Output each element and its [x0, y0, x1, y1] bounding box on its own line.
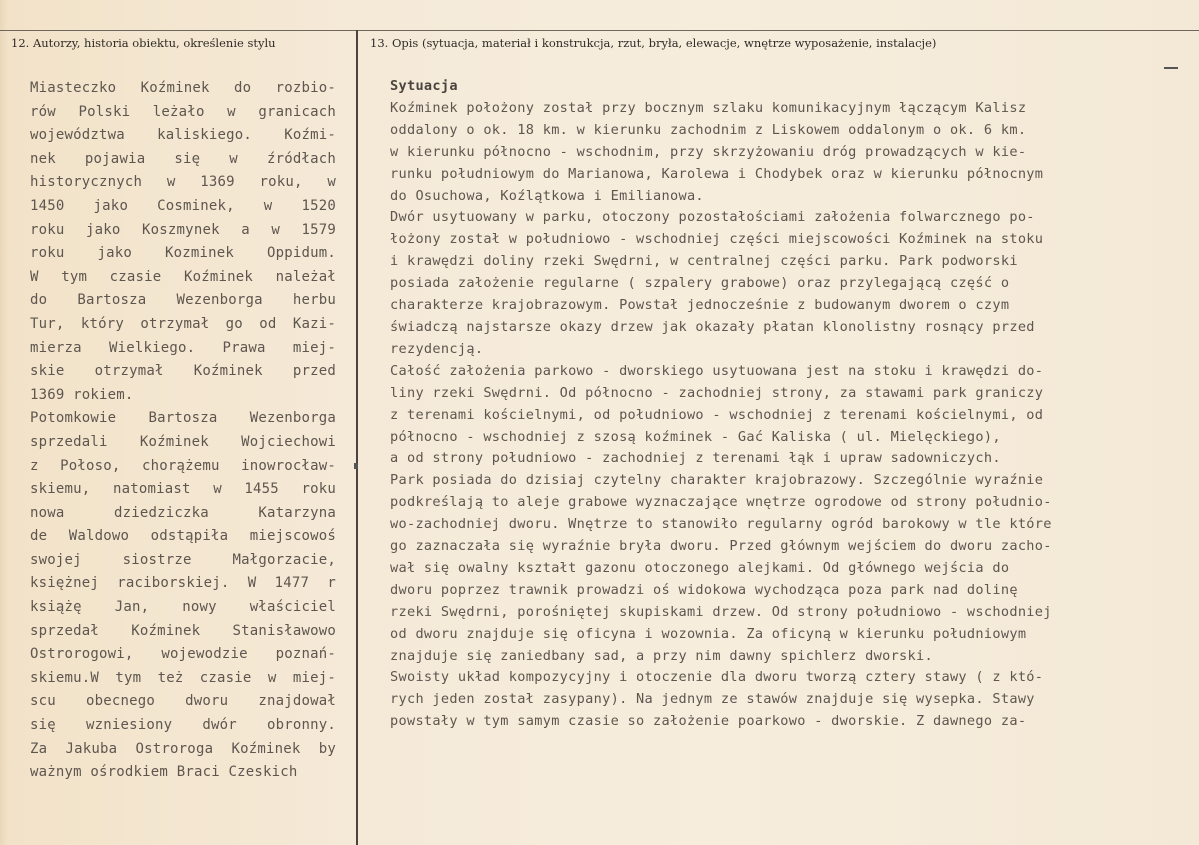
description-line: znajduje się zaniedbany sad, a przy nim dawny spichlerz dworski. [390, 647, 933, 664]
section-13-title: 13. Opis (sytuacja, materiał i konstrukcja, rzut, bryła, elewacje, wnętrze wyposażenie, instalacje) [370, 36, 937, 50]
history-line: nowa dziedziczka Katarzyna [30, 504, 336, 521]
description-line: runku południowym do Marianowa, Karolewa i Chodybek oraz w kierunku północnym [390, 165, 1044, 182]
description-line: a od strony południowo - zachodniej z terenami łąk i upraw sadowniczych. [390, 450, 1001, 467]
history-line: księżnej raciborskiej. W 1477 r [30, 575, 336, 592]
history-line: roku jako Koszmynek a w 1579 [30, 221, 336, 238]
section-12-title: 12. Autorzy, historia obiektu, określenie stylu [11, 36, 276, 50]
description-line: liny rzeki Swędrni. Od północno - zachodniej strony, za stawami park graniczy [390, 384, 1044, 401]
divider-mark [354, 463, 358, 469]
description-line: dworu poprzez trawnik prowadzi oś widokowa wychodząca poza park nad dolinę [390, 581, 1018, 598]
description-line: od dworu znajduje się oficyna i wozownia. Za oficyną w kierunku południowym [390, 625, 1027, 642]
history-line: skie otrzymał Koźminek przed [30, 363, 336, 380]
history-text-column [30, 77, 336, 785]
description-line: łożony został w południowo - wschodniej części miejscowości Koźminek na stoku [390, 231, 1044, 248]
margin-mark [1164, 67, 1178, 69]
description-line: i krawędzi doliny rzeki Swędrni, w centralnej części parku. Park podworski [390, 253, 1018, 270]
description-line: do Osuchowa, Koźlątkowa i Emilianowa. [390, 187, 704, 204]
history-line: skiemu.W tym też czasie w miej- [30, 669, 336, 686]
header-rule [0, 30, 1199, 31]
description-line: wał się owalny kształt gazonu otoczonego alejkami. Od głównego wejścia do [390, 559, 1010, 576]
description-line: rezydencją. [390, 340, 484, 357]
description-line: Całość założenia parkowo - dworskiego usytuowana jest na stoku i krawędzi do- [390, 362, 1044, 379]
history-line: Miasteczko Koźminek do rozbio- [30, 80, 336, 96]
description-line: powstały w tym samym czasie so założenie poarkowo - dworskie. Z dawnego za- [390, 713, 1027, 730]
history-line: skiemu, natomiast w 1455 roku [30, 481, 336, 498]
history-line: roku jako Kozminek Oppidum. [30, 245, 336, 262]
history-line: do Bartosza Wezenborga herbu [30, 292, 336, 309]
history-line: Za Jakuba Ostroroga Koźminek by [30, 740, 336, 757]
description-line: w kierunku północno - wschodnim, przy skrzyżowaniu dróg prowadzących w kie- [390, 143, 1027, 160]
description-line: charakterze krajobrazowym. Powstał jednocześnie z budowanym dworem o czym [390, 297, 1010, 314]
description-line: rych jeden został zasypany). Na jednym ze stawów znajduje się wysepka. Stawy [390, 691, 1035, 708]
description-line: wo-zachodniej dworu. Wnętrze to stanowiło regularny ogród barokowy w tle które [390, 516, 1052, 533]
history-line: sprzedali Koźminek Wojciechowi [30, 433, 336, 450]
description-line: Dwór usytuowany w parku, otoczony pozostałościami założenia folwarcznego po- [390, 209, 1035, 226]
history-line: nek pojawia się w źródłach [30, 150, 336, 167]
description-line: świadczą najstarsze okazy drzew jak okazały płatan klonolistny rosnący przed [390, 318, 1035, 335]
history-line: rów Polski leżało w granicach [30, 103, 336, 120]
description-line: go zaznaczała się wyraźnie bryła dworu. Przed głównym wejściem do dworu zacho- [390, 538, 1052, 555]
history-line: książę Jan, nowy właściciel [30, 599, 336, 616]
history-line: sprzedał Koźminek Stanisławowo [30, 622, 336, 639]
situation-heading: Sytuacja [390, 78, 458, 94]
history-line: W tym czasie Koźminek należał [30, 268, 336, 285]
column-divider [356, 30, 358, 845]
description-line: podkreślają to aleje grabowe wyznaczające wnętrze ogrodowe od strony południo- [390, 494, 1052, 511]
history-line: województwa kaliskiego. Koźmi- [30, 127, 336, 144]
page-edge-shadow [0, 0, 8, 845]
description-line: z terenami kościelnymi, od południowo - wschodniej z terenami kościelnymi, od [390, 406, 1044, 423]
description-line: północno - wschodniej z szosą koźminek - Gać Kaliska ( ul. Mielęckiego), [390, 428, 1001, 445]
description-text-column [390, 76, 1170, 733]
history-line: z Połoso, chorążemu inowrocław- [30, 457, 336, 474]
history-line: swojej siostrze Małgorzacie, [30, 551, 336, 568]
history-line: historycznych w 1369 roku, w [30, 174, 336, 191]
description-line: oddalony o ok. 18 km. w kierunku zachodnim z Liskowem oddalonym o ok. 6 km. [390, 121, 1027, 138]
history-line: 1450 jako Cosminek, w 1520 [30, 197, 336, 214]
description-line: Swoisty układ kompozycyjny i otoczenie dla dworu tworzą cztery stawy ( z któ- [390, 669, 1044, 686]
history-line: Potomkowie Bartosza Wezenborga [30, 410, 336, 427]
history-line: ważnym ośrodkiem Braci Czeskich [30, 764, 298, 781]
history-line: się wzniesiony dwór obronny. [30, 717, 336, 734]
history-line: Tur, który otrzymał go od Kazi- [30, 315, 336, 332]
description-line: rzeki Swędrni, porośniętej skupiskami drzew. Od strony południowo - wschodniej [390, 603, 1052, 620]
description-line: Koźminek położony został przy bocznym szlaku komunikacyjnym łączącym Kalisz [390, 99, 1027, 116]
history-line: Ostrorogowi, wojewodzie poznań- [30, 646, 336, 663]
history-line: de Waldowo odstąpiła miejscowoś [30, 528, 336, 545]
history-line: 1369 rokiem. [30, 386, 134, 403]
history-line: scu obecnego dworu znajdował [30, 693, 336, 710]
history-line: mierza Wielkiego. Prawa miej- [30, 339, 336, 356]
description-line: posiada założenie regularne ( szpalery grabowe) oraz przylegającą część o [390, 275, 1010, 292]
description-line: Park posiada do dzisiaj czytelny charakter krajobrazowy. Szczególnie wyraźnie [390, 472, 1044, 489]
